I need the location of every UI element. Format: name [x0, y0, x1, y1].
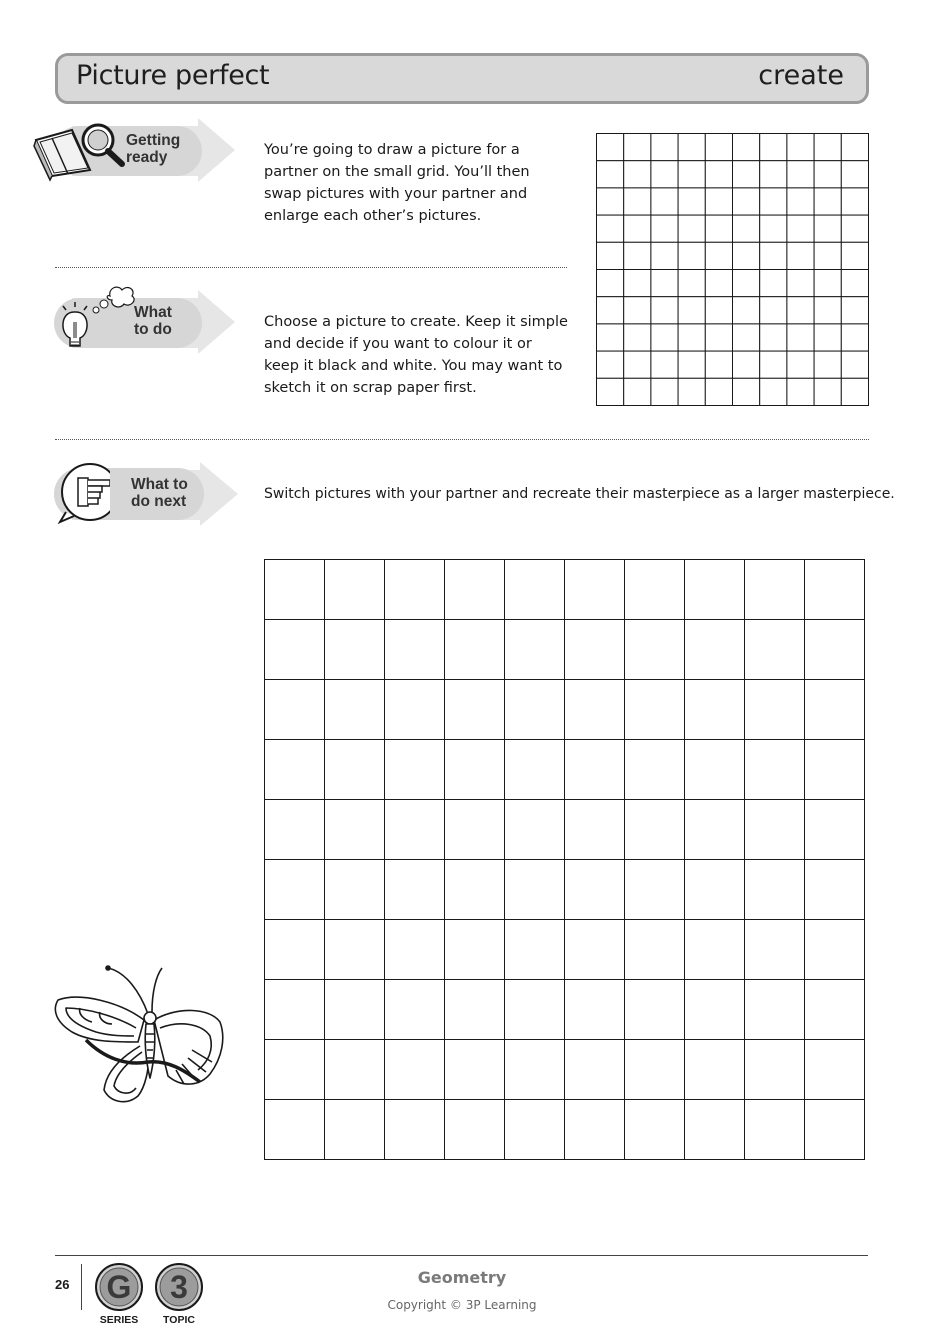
page-title: Picture perfect — [76, 60, 270, 91]
grid-cell[interactable] — [805, 620, 865, 680]
grid-cell[interactable] — [565, 980, 625, 1040]
grid-cell[interactable] — [265, 1040, 325, 1100]
grid-cell[interactable] — [565, 800, 625, 860]
grid-cell[interactable] — [685, 920, 745, 980]
grid-cell[interactable] — [805, 800, 865, 860]
grid-cell[interactable] — [733, 134, 760, 161]
grid-cell[interactable] — [745, 1040, 805, 1100]
grid-cell[interactable] — [733, 242, 760, 269]
grid-cell[interactable] — [685, 800, 745, 860]
grid-cell[interactable] — [325, 980, 385, 1040]
grid-cell[interactable] — [505, 620, 565, 680]
step-instructions: You’re going to draw a picture for a partner on the small grid. You’ll then swap pictures with your partner and enlarge each other’s pictures. — [264, 142, 530, 224]
grid-cell[interactable] — [445, 620, 505, 680]
grid-cell[interactable] — [265, 620, 325, 680]
grid-cell[interactable] — [445, 740, 505, 800]
grid-cell[interactable] — [805, 560, 865, 620]
grid-cell[interactable] — [814, 378, 841, 405]
grid-cell[interactable] — [265, 800, 325, 860]
grid-cell[interactable] — [760, 161, 787, 188]
grid-cell[interactable] — [685, 680, 745, 740]
grid-cell[interactable] — [625, 1040, 685, 1100]
grid-cell[interactable] — [814, 161, 841, 188]
grid-cell[interactable] — [624, 161, 651, 188]
grid-cell[interactable] — [597, 242, 624, 269]
pointing-hand-icon — [30, 462, 110, 526]
grid-cell[interactable] — [745, 980, 805, 1040]
grid-cell[interactable] — [565, 920, 625, 980]
book-magnifier-icon — [30, 118, 126, 182]
grid-cell[interactable] — [805, 680, 865, 740]
grid-cell[interactable] — [624, 242, 651, 269]
grid-cell[interactable] — [265, 740, 325, 800]
grid-cell[interactable] — [445, 1100, 505, 1160]
large-drawing-grid[interactable] — [264, 559, 865, 1160]
grid-cell[interactable] — [841, 161, 868, 188]
grid-cell[interactable] — [678, 215, 705, 242]
grid-cell[interactable] — [624, 270, 651, 297]
grid-cell[interactable] — [705, 351, 732, 378]
grid-cell[interactable] — [385, 860, 445, 920]
grid-cell[interactable] — [505, 740, 565, 800]
grid-cell[interactable] — [445, 920, 505, 980]
grid-cell[interactable] — [760, 324, 787, 351]
grid-cell[interactable] — [385, 920, 445, 980]
grid-cell[interactable] — [624, 297, 651, 324]
grid-cell[interactable] — [651, 297, 678, 324]
grid-cell[interactable] — [625, 620, 685, 680]
grid-cell[interactable] — [625, 740, 685, 800]
grid-cell[interactable] — [841, 270, 868, 297]
grid-cell[interactable] — [505, 1040, 565, 1100]
grid-cell[interactable] — [265, 680, 325, 740]
grid-cell[interactable] — [745, 920, 805, 980]
grid-cell[interactable] — [787, 324, 814, 351]
grid-cell[interactable] — [745, 620, 805, 680]
lightbulb-idea-icon — [30, 282, 140, 348]
grid-cell[interactable] — [325, 860, 385, 920]
series-letter: G — [106, 1269, 132, 1305]
grid-cell[interactable] — [733, 324, 760, 351]
grid-cell[interactable] — [745, 740, 805, 800]
grid-cell[interactable] — [624, 351, 651, 378]
grid-cell[interactable] — [325, 680, 385, 740]
grid-cell[interactable] — [814, 215, 841, 242]
grid-cell[interactable] — [265, 920, 325, 980]
grid-cell[interactable] — [805, 920, 865, 980]
grid-cell[interactable] — [760, 242, 787, 269]
grid-cell[interactable] — [505, 800, 565, 860]
grid-cell[interactable] — [841, 378, 868, 405]
grid-cell[interactable] — [565, 740, 625, 800]
grid-cell[interactable] — [385, 1040, 445, 1100]
grid-cell[interactable] — [565, 680, 625, 740]
grid-cell[interactable] — [565, 560, 625, 620]
grid-cell[interactable] — [787, 242, 814, 269]
grid-cell[interactable] — [733, 351, 760, 378]
step-label: What to do — [134, 304, 172, 338]
grid-cell[interactable] — [678, 188, 705, 215]
grid-cell[interactable] — [325, 620, 385, 680]
grid-cell[interactable] — [678, 351, 705, 378]
grid-cell[interactable] — [651, 270, 678, 297]
grid-cell[interactable] — [787, 134, 814, 161]
grid-cell[interactable] — [445, 860, 505, 920]
grid-cell[interactable] — [705, 188, 732, 215]
grid-cell[interactable] — [705, 378, 732, 405]
grid-cell[interactable] — [651, 134, 678, 161]
grid-cell[interactable] — [787, 378, 814, 405]
grid-cell[interactable] — [760, 297, 787, 324]
grid-cell[interactable] — [625, 920, 685, 980]
grid-cell[interactable] — [705, 242, 732, 269]
grid-cell[interactable] — [705, 215, 732, 242]
grid-cell[interactable] — [705, 161, 732, 188]
grid-cell[interactable] — [705, 134, 732, 161]
grid-cell[interactable] — [625, 860, 685, 920]
grid-cell[interactable] — [705, 324, 732, 351]
grid-cell[interactable] — [841, 324, 868, 351]
grid-cell[interactable] — [625, 800, 685, 860]
grid-cell[interactable] — [651, 188, 678, 215]
grid-cell[interactable] — [745, 800, 805, 860]
grid-cell[interactable] — [505, 560, 565, 620]
grid-cell[interactable] — [733, 161, 760, 188]
grid-cell[interactable] — [597, 215, 624, 242]
grid-cell[interactable] — [814, 188, 841, 215]
grid-cell[interactable] — [805, 1040, 865, 1100]
grid-cell[interactable] — [624, 324, 651, 351]
grid-cell[interactable] — [685, 980, 745, 1040]
grid-cell[interactable] — [814, 242, 841, 269]
grid-cell[interactable] — [787, 270, 814, 297]
grid-cell[interactable] — [445, 1040, 505, 1100]
grid-cell[interactable] — [505, 1100, 565, 1160]
grid-cell[interactable] — [651, 378, 678, 405]
grid-cell[interactable] — [685, 860, 745, 920]
step-getting-ready — [30, 118, 240, 182]
grid-cell[interactable] — [651, 242, 678, 269]
grid-cell[interactable] — [597, 378, 624, 405]
grid-cell[interactable] — [745, 1100, 805, 1160]
grid-cell[interactable] — [265, 560, 325, 620]
grid-cell[interactable] — [805, 1100, 865, 1160]
grid-cell[interactable] — [565, 620, 625, 680]
grid-cell[interactable] — [385, 980, 445, 1040]
grid-cell[interactable] — [685, 1040, 745, 1100]
grid-cell[interactable] — [814, 270, 841, 297]
grid-cell[interactable] — [733, 270, 760, 297]
grid-cell[interactable] — [325, 920, 385, 980]
grid-cell[interactable] — [625, 560, 685, 620]
grid-cell[interactable] — [385, 680, 445, 740]
grid-cell[interactable] — [678, 161, 705, 188]
grid-cell[interactable] — [733, 188, 760, 215]
grid-cell[interactable] — [760, 351, 787, 378]
step-label: What to do next — [131, 476, 188, 510]
grid-cell[interactable] — [597, 188, 624, 215]
grid-cell[interactable] — [678, 297, 705, 324]
grid-cell[interactable] — [733, 215, 760, 242]
grid-cell[interactable] — [705, 270, 732, 297]
grid-cell[interactable] — [760, 215, 787, 242]
grid-cell[interactable] — [841, 297, 868, 324]
grid-cell[interactable] — [745, 860, 805, 920]
grid-cell[interactable] — [841, 215, 868, 242]
grid-cell[interactable] — [325, 1100, 385, 1160]
grid-cell[interactable] — [325, 560, 385, 620]
grid-cell[interactable] — [565, 1040, 625, 1100]
grid-cell[interactable] — [733, 378, 760, 405]
butterfly-icon — [50, 962, 240, 1112]
grid-cell[interactable] — [787, 297, 814, 324]
grid-cell[interactable] — [445, 680, 505, 740]
grid-cell[interactable] — [597, 134, 624, 161]
grid-cell[interactable] — [445, 800, 505, 860]
grid-cell[interactable] — [651, 324, 678, 351]
grid-cell[interactable] — [685, 620, 745, 680]
grid-cell[interactable] — [597, 161, 624, 188]
grid-cell[interactable] — [505, 680, 565, 740]
grid-cell[interactable] — [325, 740, 385, 800]
grid-cell[interactable] — [760, 134, 787, 161]
grid-cell[interactable] — [325, 1040, 385, 1100]
grid-cell[interactable] — [265, 980, 325, 1040]
grid-cell[interactable] — [597, 297, 624, 324]
activity-tag: create — [758, 60, 844, 91]
grid-cell[interactable] — [814, 351, 841, 378]
grid-cell[interactable] — [565, 860, 625, 920]
series-caption: SERIES — [99, 1314, 139, 1326]
grid-cell[interactable] — [745, 560, 805, 620]
grid-cell[interactable] — [841, 242, 868, 269]
grid-cell[interactable] — [678, 134, 705, 161]
grid-cell[interactable] — [624, 188, 651, 215]
section-divider — [55, 439, 869, 440]
section-divider — [55, 267, 567, 268]
grid-cell[interactable] — [705, 297, 732, 324]
step-what-to-do-next — [30, 462, 242, 526]
grid-cell[interactable] — [565, 1100, 625, 1160]
grid-cell[interactable] — [625, 680, 685, 740]
grid-cell[interactable] — [651, 161, 678, 188]
series-badge — [94, 1262, 144, 1312]
grid-cell[interactable] — [385, 800, 445, 860]
footer-rule — [55, 1255, 868, 1256]
grid-cell[interactable] — [805, 980, 865, 1040]
grid-cell[interactable] — [505, 920, 565, 980]
page-number: 26 — [55, 1277, 70, 1292]
footer-separator — [81, 1264, 82, 1310]
grid-cell[interactable] — [805, 860, 865, 920]
grid-cell[interactable] — [678, 242, 705, 269]
grid-cell[interactable] — [651, 215, 678, 242]
grid-cell[interactable] — [678, 324, 705, 351]
grid-cell[interactable] — [685, 1100, 745, 1160]
grid-cell[interactable] — [445, 560, 505, 620]
grid-cell[interactable] — [745, 680, 805, 740]
grid-cell[interactable] — [385, 1100, 445, 1160]
grid-cell[interactable] — [597, 351, 624, 378]
grid-cell[interactable] — [385, 620, 445, 680]
grid-cell[interactable] — [445, 980, 505, 1040]
topic-caption: TOPIC — [163, 1314, 195, 1326]
grid-cell[interactable] — [625, 980, 685, 1040]
page-header — [55, 53, 869, 104]
grid-cell[interactable] — [597, 270, 624, 297]
grid-cell[interactable] — [678, 378, 705, 405]
grid-cell[interactable] — [805, 740, 865, 800]
grid-cell[interactable] — [814, 134, 841, 161]
footer-subject: Geometry — [417, 1268, 507, 1287]
grid-cell[interactable] — [787, 188, 814, 215]
grid-cell[interactable] — [624, 215, 651, 242]
grid-cell[interactable] — [787, 215, 814, 242]
topic-number: 3 — [170, 1269, 188, 1305]
grid-cell[interactable] — [624, 134, 651, 161]
grid-cell[interactable] — [385, 560, 445, 620]
grid-cell[interactable] — [814, 324, 841, 351]
grid-cell[interactable] — [787, 161, 814, 188]
grid-cell[interactable] — [651, 351, 678, 378]
grid-cell[interactable] — [265, 860, 325, 920]
grid-cell[interactable] — [678, 270, 705, 297]
grid-cell[interactable] — [505, 980, 565, 1040]
grid-cell[interactable] — [760, 378, 787, 405]
grid-cell[interactable] — [597, 324, 624, 351]
grid-cell[interactable] — [625, 1100, 685, 1160]
grid-cell[interactable] — [787, 351, 814, 378]
grid-cell[interactable] — [733, 297, 760, 324]
grid-cell[interactable] — [385, 740, 445, 800]
grid-cell[interactable] — [760, 270, 787, 297]
step-instructions: Switch pictures with your partner and recreate their masterpiece as a larger masterpiece. — [264, 486, 895, 502]
grid-cell[interactable] — [760, 188, 787, 215]
grid-cell[interactable] — [505, 860, 565, 920]
step-instructions: Choose a picture to create. Keep it simple and decide if you want to colour it or keep it black and white. You may want to sketch it on scrap paper first. — [264, 314, 568, 396]
grid-cell[interactable] — [841, 134, 868, 161]
topic-badge — [154, 1262, 204, 1312]
grid-cell[interactable] — [624, 378, 651, 405]
grid-cell[interactable] — [814, 297, 841, 324]
step-what-to-do — [30, 290, 240, 354]
small-drawing-grid[interactable] — [596, 133, 870, 407]
grid-cell[interactable] — [841, 351, 868, 378]
footer-copyright: Copyright © 3P Learning — [387, 1298, 537, 1312]
grid-cell[interactable] — [685, 560, 745, 620]
grid-cell[interactable] — [685, 740, 745, 800]
grid-cell[interactable] — [265, 1100, 325, 1160]
grid-cell[interactable] — [325, 800, 385, 860]
grid-cell[interactable] — [841, 188, 868, 215]
step-label: Getting ready — [126, 132, 181, 166]
